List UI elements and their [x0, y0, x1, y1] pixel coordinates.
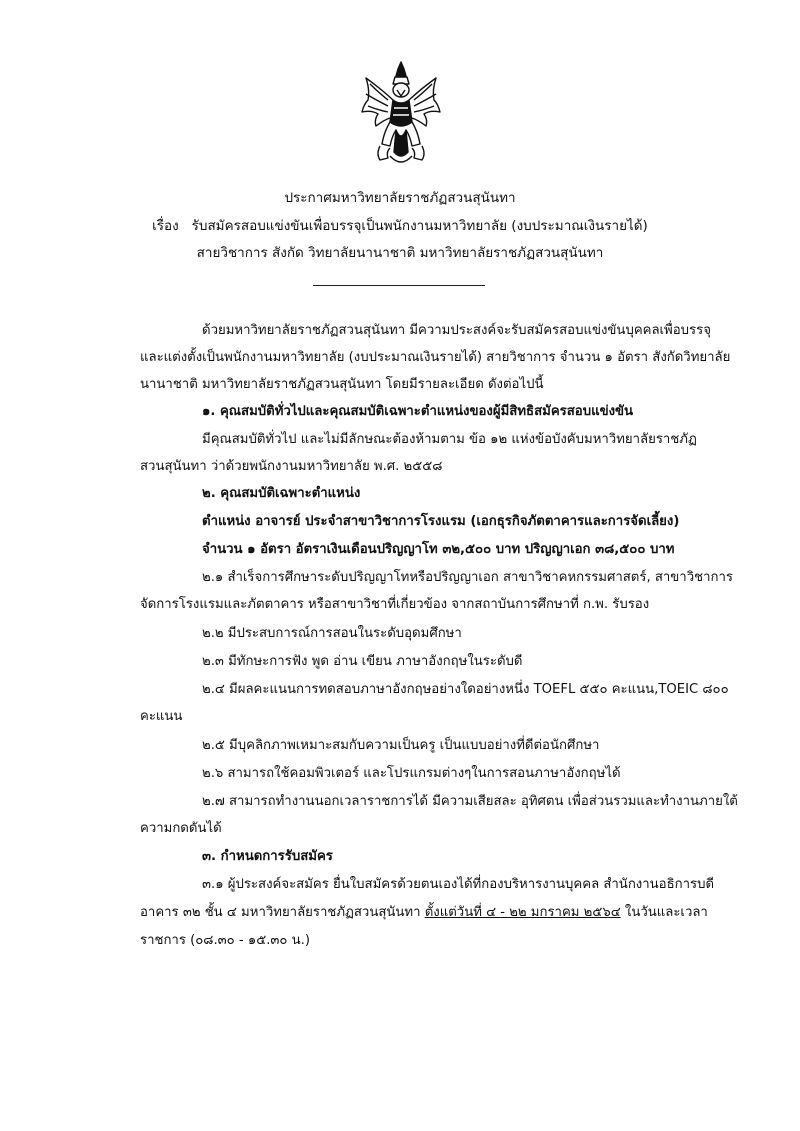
section-2-heading: ๒. คุณสมบัติเฉพาะตำแหน่ง [202, 486, 361, 501]
item-2-7-line-2: ความกดดันได้ [140, 821, 222, 836]
item-2-7-line-1: ๒.๗ สามารถทำงานนอกเวลาราชการได้ มีความเสียสละ อุทิศตน เพื่อส่วนรวมและทำงานภายใต้ [202, 794, 738, 809]
section-3-heading: ๓. กำหนดการรับสมัคร [202, 849, 333, 864]
subject-line-2: สายวิชาการ สังกัด วิทยาลัยนานาชาติ มหาวิทยาลัยราชภัฏสวนสุนันทา [196, 245, 604, 261]
item-2-1-line-1: ๒.๑ สำเร็จการศึกษาระดับปริญญาโทหรือปริญญาเอก สาขาวิชาคหกรรมศาสตร์, สาขาวิชาการ [202, 570, 733, 585]
item-2-6: ๒.๖ สามารถใช้คอมพิวเตอร์ และโปรแกรมต่างๆในการสอนภาษาอังกฤษได้ [202, 766, 621, 781]
item-3-1-time-label: ในวันและเวลา [620, 905, 708, 920]
salary-line: จำนวน ๑ อัตรา อัตราเงินเดือนปริญญาโท ๓๒,๕๐๐ บาท ปริญญาเอก ๓๘,๕๐๐ บาท [202, 542, 675, 557]
garuda-emblem-icon [360, 60, 442, 168]
item-2-2: ๒.๒ มีประสบการณ์การสอนในระดับอุดมศึกษา [202, 626, 462, 641]
announcement-title: ประกาศมหาวิทยาลัยราชภัฏสวนสุนันทา [284, 190, 516, 206]
item-2-4-line-1: ๒.๔ มีผลคะแนนการทดสอบภาษาอังกฤษอย่างใดอย่างหนึ่ง TOEFL ๕๕๐ คะแนน,TOEIC ๘๐๐ [202, 682, 729, 697]
item-2-4-line-2: คะแนน [140, 709, 183, 724]
item-3-1-line-2 [140, 903, 708, 923]
item-3-1-line-3: ราชการ (๐๘.๓๐ - ๑๕.๓๐ น.) [140, 933, 311, 948]
section-1-line-2: สวนสุนันทา ว่าด้วยพนักงานมหาวิทยาลัย พ.ศ. ๒๕๕๘ [140, 459, 443, 474]
item-2-1-line-2: จัดการโรงแรมและภัตตาคาร หรือสาขาวิชาที่เกี่ยวข้อง จากสถาบันการศึกษาที่ ก.พ. รับรอง [140, 597, 650, 612]
subject-text: รับสมัครสอบแข่งขันเพื่อบรรจุเป็นพนักงานมหาวิทยาลัย (งบประมาณเงินรายได้) [191, 218, 648, 234]
intro-line-2: และแต่งตั้งเป็นพนักงานมหาวิทยาลัย (งบประมาณเงินรายได้) สายวิชาการ จำนวน ๑ อัตรา สังกัดวิทยาลัย [140, 350, 731, 365]
item-2-3: ๒.๓ มีทักษะการฟัง พูด อ่าน เขียน ภาษาอังกฤษในระดับดี [202, 654, 523, 669]
item-3-1-location: อาคาร ๓๒ ชั้น ๔ มหาวิทยาลัยราชภัฏสวนสุนันทา [140, 905, 425, 920]
intro-line-3: นานาชาติ มหาวิทยาลัยราชภัฏสวนสุนันทา โดยมีรายละเอียด ดังต่อไปนี้ [140, 377, 544, 392]
position-title: ตำแหน่ง อาจารย์ ประจำสาขาวิชาการโรงแรม (เอกธุรกิจภัตตาคารและการจัดเลี้ยง) [202, 514, 680, 529]
item-3-1-line-1: ๓.๑ ผู้ประสงค์จะสมัคร ยื่นใบสมัครด้วยตนเองได้ที่กองบริหารงานบุคคล สำนักงานอธิการบดี [202, 877, 715, 892]
section-1-heading: ๑. คุณสมบัติทั่วไปและคุณสมบัติเฉพาะตำแหน่งของผู้มีสิทธิสมัครสอบแข่งขัน [202, 404, 634, 419]
section-1-line-1: มีคุณสมบัติทั่วไป และไม่มีลักษณะต้องห้ามตาม ข้อ ๑๒ แห่งข้อบังคับมหาวิทยาลัยราชภัฏ [202, 432, 697, 447]
item-2-5: ๒.๕ มีบุคลิกภาพเหมาะสมกับความเป็นครู เป็นแบบอย่างที่ดีต่อนักศึกษา [202, 738, 600, 753]
intro-line-1: ด้วยมหาวิทยาลัยราชภัฏสวนสุนันทา มีความประสงค์จะรับสมัครสอบแข่งขันบุคคลเพื่อบรรจุ [202, 323, 711, 338]
header-divider [313, 285, 485, 286]
application-period: ตั้งแต่วันที่ ๔ - ๒๒ มกราคม ๒๕๖๔ [424, 905, 621, 920]
subject-line [0, 216, 800, 236]
subject-label: เรื่อง [152, 218, 179, 234]
